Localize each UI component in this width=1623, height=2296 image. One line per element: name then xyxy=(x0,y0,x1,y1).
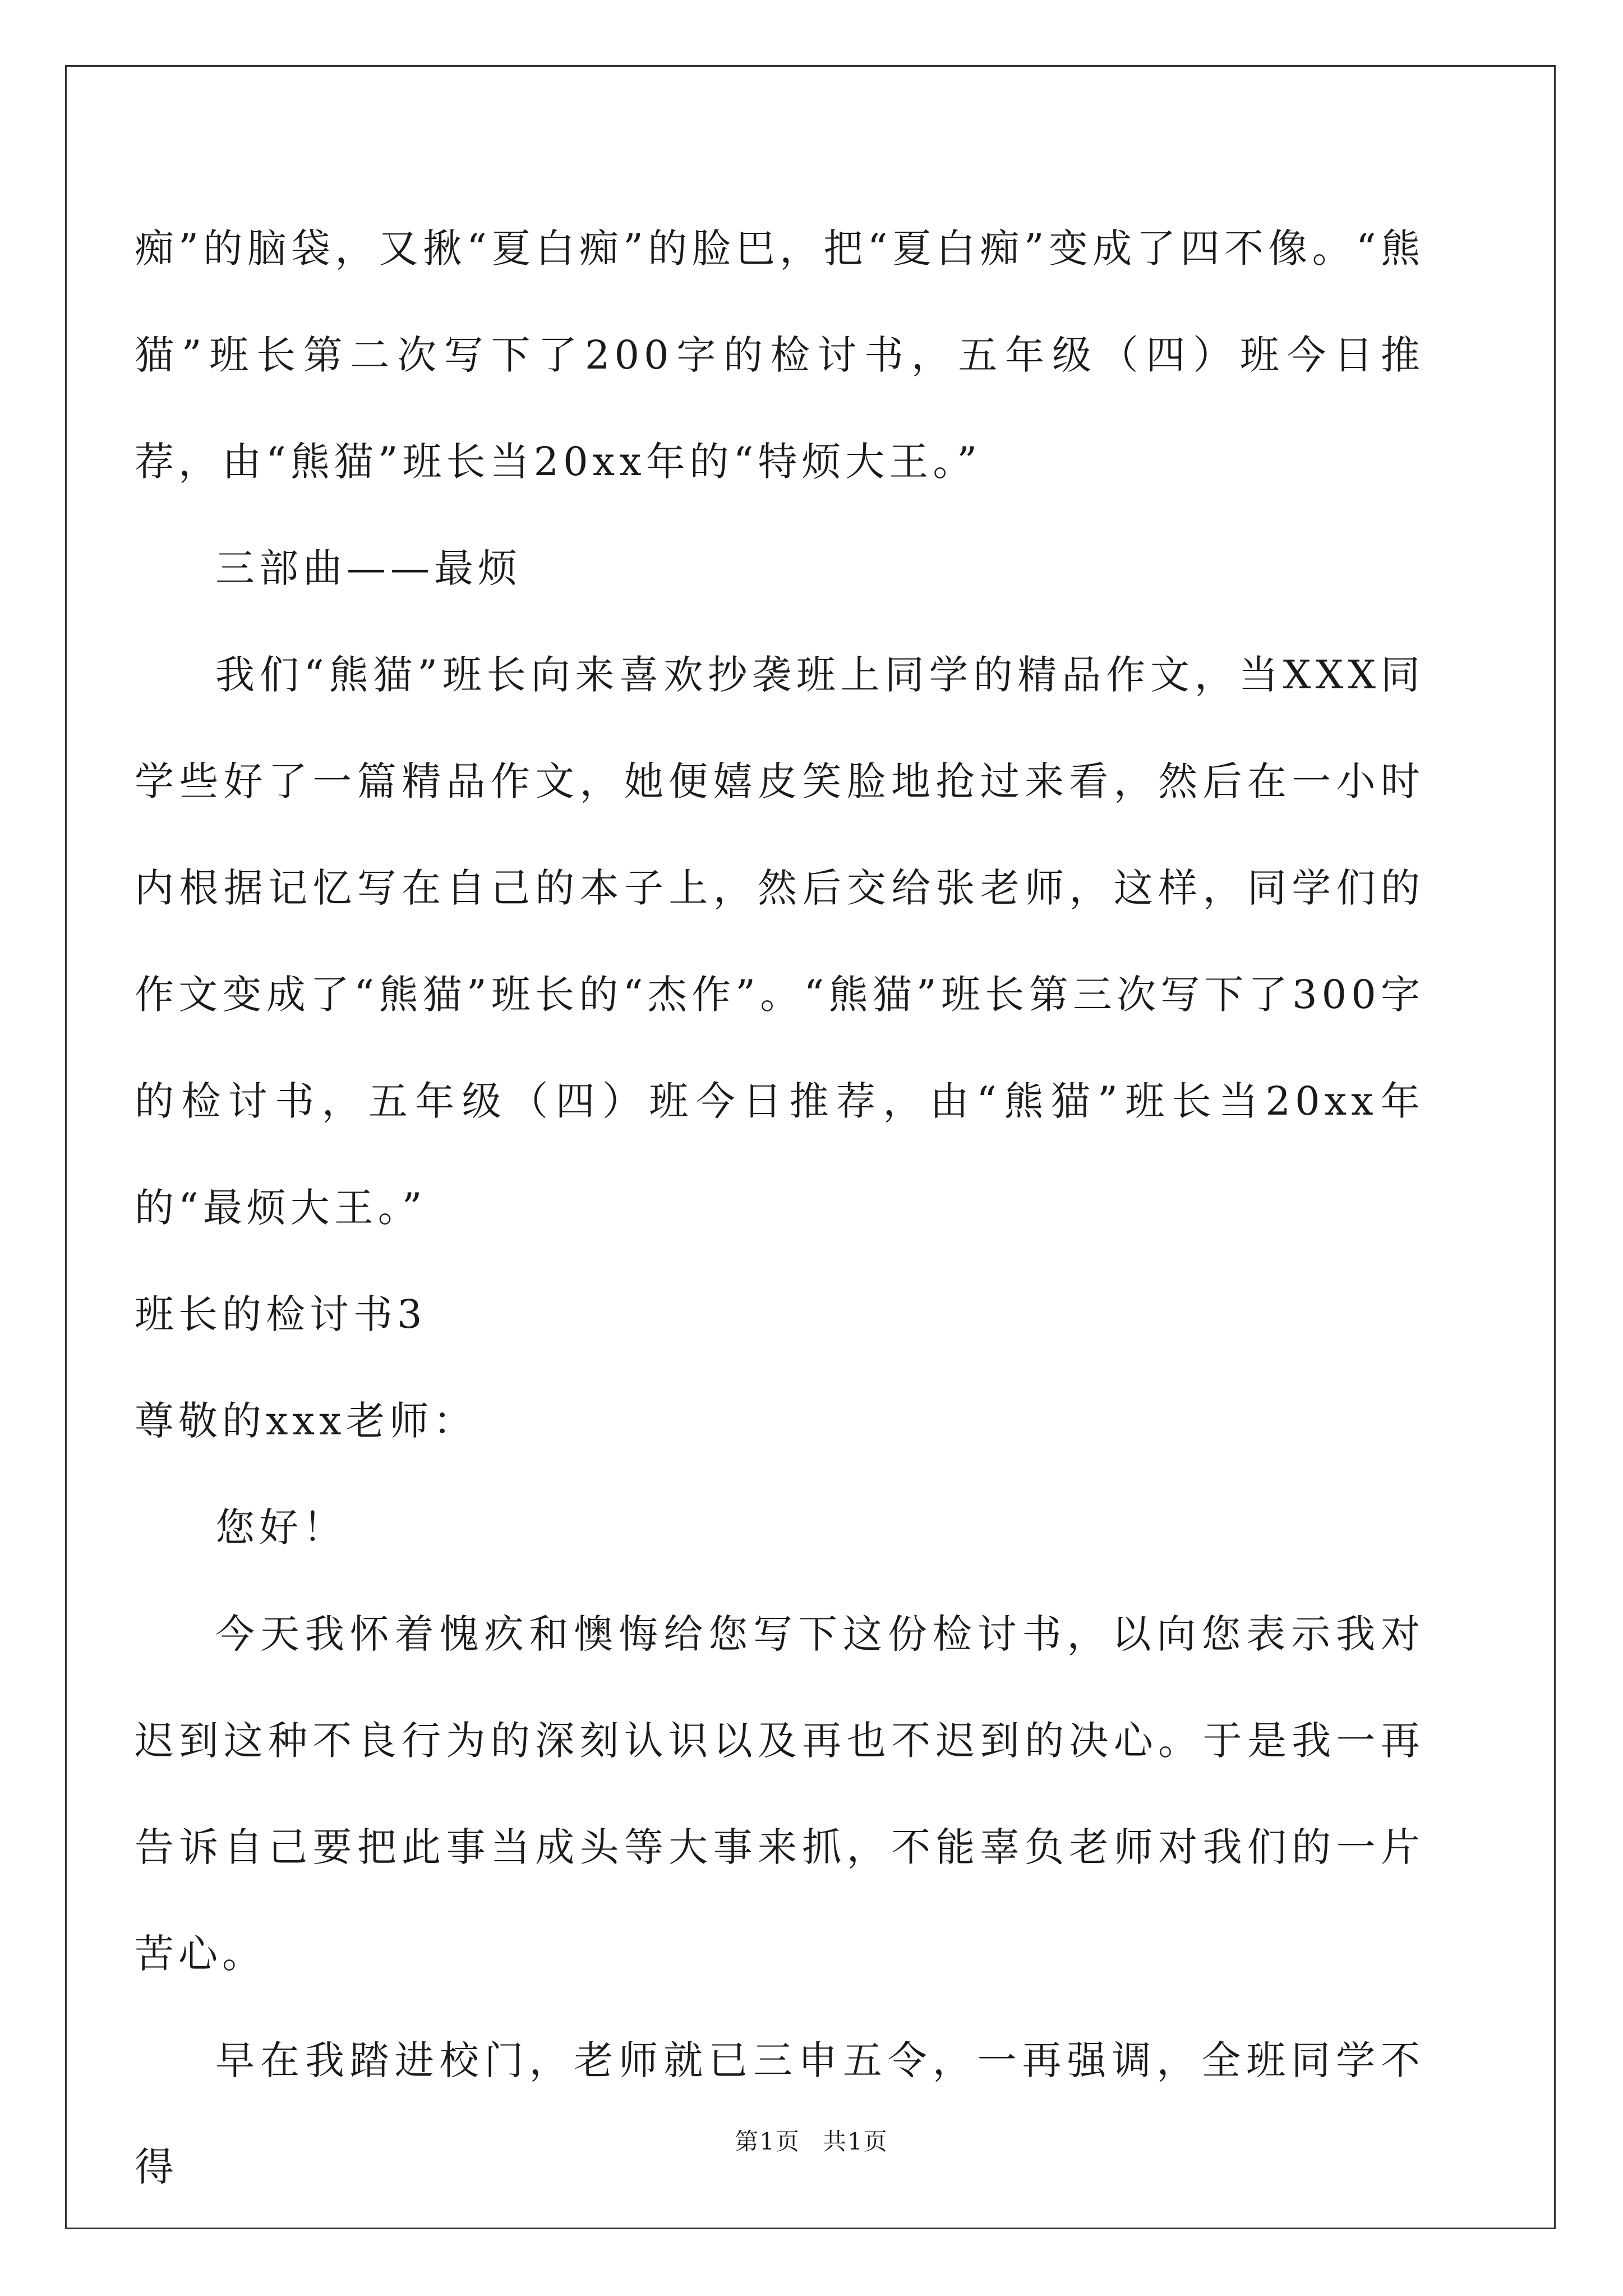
document-title: 班长的检讨书3 xyxy=(135,1291,427,1337)
paragraph: 我们“熊猫”班长向来喜欢抄袭班上同学的精品作文，当XXX同学些好了一篇精品作文，她便嬉皮笑脸地抢过来看，然后在一小时内根据记忆写在自己的本子上，然后交给张老师，这样，同学们的作文变成了“熊猫”班长的“杰作”。“熊猫”班长第三次写下了300字的检讨书，五年级（四）班今日推荐，由“熊猫”班长当20xx年的“最烦大王。” xyxy=(135,652,1424,1231)
page-number: 第1页 xyxy=(735,2128,800,2155)
paragraph: 早在我踏进校门，老师就已三申五令，一再强调，全班同学不得 xyxy=(135,2037,1424,2190)
section-heading: 三部曲——最烦 xyxy=(215,545,522,591)
paragraph: 今天我怀着愧疚和懊悔给您写下这份检讨书，以向您表示我对迟到这种不良行为的深刻认识以及再也不迟到的决心。于是我一再告诉自己要把此事当成头等大事来抓，不能辜负老师对我们的一片苦心。 xyxy=(135,1611,1424,1977)
page-total: 共1页 xyxy=(823,2128,888,2155)
greeting: 您好！ xyxy=(215,1504,347,1550)
page-footer xyxy=(0,2123,1623,2157)
paragraph: 痴”的脑袋，又揪“夏白痴”的脸巴，把“夏白痴”变成了四不像。“熊猫”班长第二次写下了200字的检讨书，五年级（四）班今日推荐，由“熊猫”班长当20xx年的“特烦大王。” xyxy=(135,226,1424,485)
document-body xyxy=(135,195,1424,2220)
salutation: 尊敬的xxx老师： xyxy=(135,1398,477,1444)
